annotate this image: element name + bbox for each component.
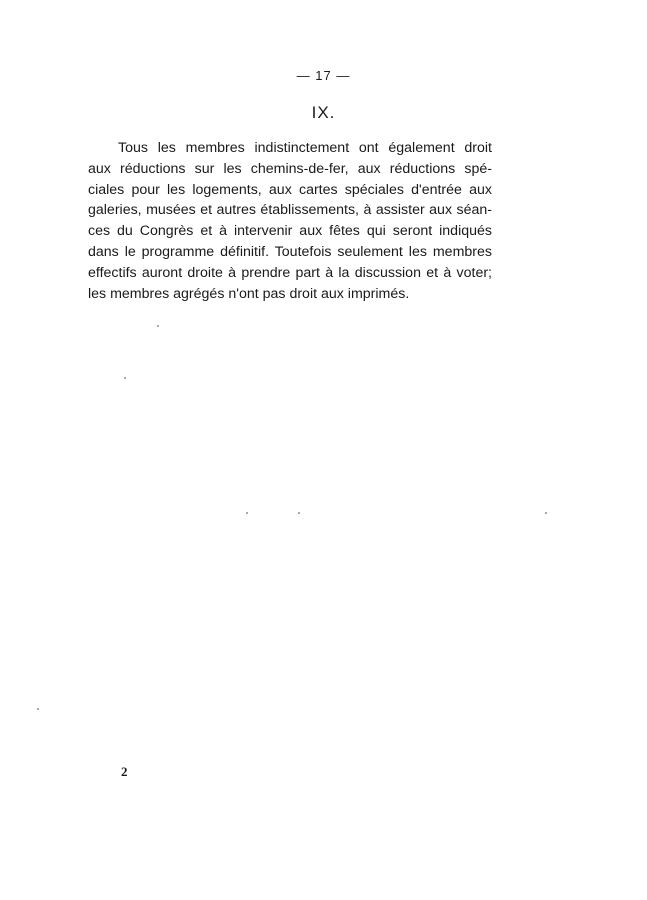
paragraph-line: ciales pour les logements, aux cartes spéciales d'entrée aux: [88, 181, 492, 198]
paragraph-line: dans le programme définitif. Toutefois seulement les membres: [88, 243, 492, 260]
signature-mark: 2: [121, 764, 128, 779]
scan-speck: [37, 708, 39, 710]
paragraph-line: aux réductions sur les chemins-de-fer, aux réductions spé-: [88, 160, 492, 177]
scan-speck: [298, 512, 300, 514]
paragraph-line: effectifs auront droite à prendre part à la discussion et à voter;: [88, 264, 492, 281]
scan-speck: [246, 512, 248, 514]
body-paragraph: [88, 138, 492, 304]
scan-speck: [157, 325, 159, 327]
scan-speck: [545, 512, 547, 514]
page-number: — 17 —: [296, 68, 351, 83]
paragraph-line: les membres agrégés n'ont pas droit aux imprimés.: [88, 285, 410, 302]
paragraph-line: ces du Congrès et à intervenir aux fêtes qui seront indiqués: [88, 223, 492, 240]
section-heading: IX.: [311, 103, 336, 122]
scan-speck: [124, 377, 126, 379]
paragraph-line: galeries, musées et autres établissements, à assister aux séan-: [88, 202, 492, 219]
paragraph-line: Tous les membres indistinctement ont également droit: [118, 140, 492, 156]
